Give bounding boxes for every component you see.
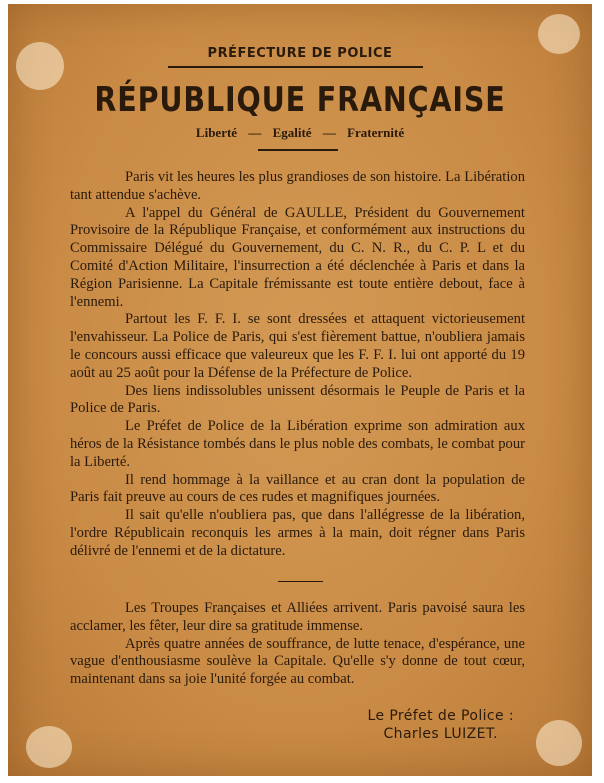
heading-underline (168, 66, 423, 68)
motto-egalite: Egalité (272, 125, 312, 140)
closing-section (70, 600, 525, 689)
body-paragraph: A l'appel du Général de GAULLE, Président du Gouvernement Provisoire de la République Française, et conformément aux instructions du Commissaire Délégué du Gouvernement, du C. N. R., du C. P. L et du Comité d'Action Militaire, l'insurrection a été déclenchée à Paris et dans la Région Parisienne. La Capitale frémissante est toute entière debout, face à l'ennemi. (70, 204, 525, 310)
signature-role: Le Préfet de Police : (367, 708, 514, 724)
signature-block (368, 707, 514, 743)
body-paragraph: Il rend hommage à la vaillance et au cran dont la population de Paris fait preuve au cours de ces rudes et magnifiques journées. (70, 471, 525, 506)
motto-underline (258, 149, 338, 151)
prefecture-heading: PRÉFECTURE DE POLICE (207, 46, 393, 61)
motto (8, 125, 592, 141)
motto-liberte: Liberté (195, 125, 238, 140)
paper-stain (26, 726, 72, 768)
proclamation-body (70, 169, 525, 561)
poster-sheet (8, 4, 592, 776)
body-paragraph: Paris vit les heures les plus grandioses de son histoire. La Libération tant attendue s'achève. (70, 169, 525, 203)
paper-stain (536, 720, 582, 766)
closing-paragraph: Après quatre années de souffrance, de lutte tenace, d'espérance, une vague d'enthousiasme soulève la Capitale. Qu'elle s'y donne de tout cœur, maintenant dans sa joie l'unité forgée au combat. (70, 635, 525, 688)
closing-paragraph: Les Troupes Françaises et Alliées arrivent. Paris pavoisé saura les acclamer, les fêter, leur dire sa gratitude immense. (70, 600, 525, 634)
motto-dash: — (248, 125, 262, 140)
signature-name: Charles LUIZET. (383, 726, 498, 742)
body-paragraph: Des liens indissolubles unissent désormais le Peuple de Paris et la Police de Paris. (70, 382, 525, 417)
page-title: RÉPUBLIQUE FRANÇAISE (94, 80, 506, 120)
motto-fraternite: Fraternité (347, 125, 405, 140)
body-paragraph: Partout les F. F. I. se sont dressées et attaquent victorieusement l'envahisseur. La Police de Paris, qui s'est fièrement battue, n'oubliera jamais le concours aussi efficace que valeureux que les F. F. I. lui ont apporté du 19 août au 25 août pour la Défense de la Préfecture de Police. (70, 311, 525, 381)
motto-dash: — (322, 125, 336, 140)
section-divider (278, 581, 323, 582)
body-paragraph: Le Préfet de Police de la Libération exprime son admiration aux héros de la Résistance tombés dans le plus noble des combats, le combat pour la Liberté. (70, 418, 525, 470)
body-paragraph: Il sait qu'elle n'oubliera pas, que dans l'allégresse de la libération, l'ordre Républicain reconquis les armes à la main, doit régner dans Paris délivré de l'ennemi et de la dictature. (70, 507, 525, 559)
